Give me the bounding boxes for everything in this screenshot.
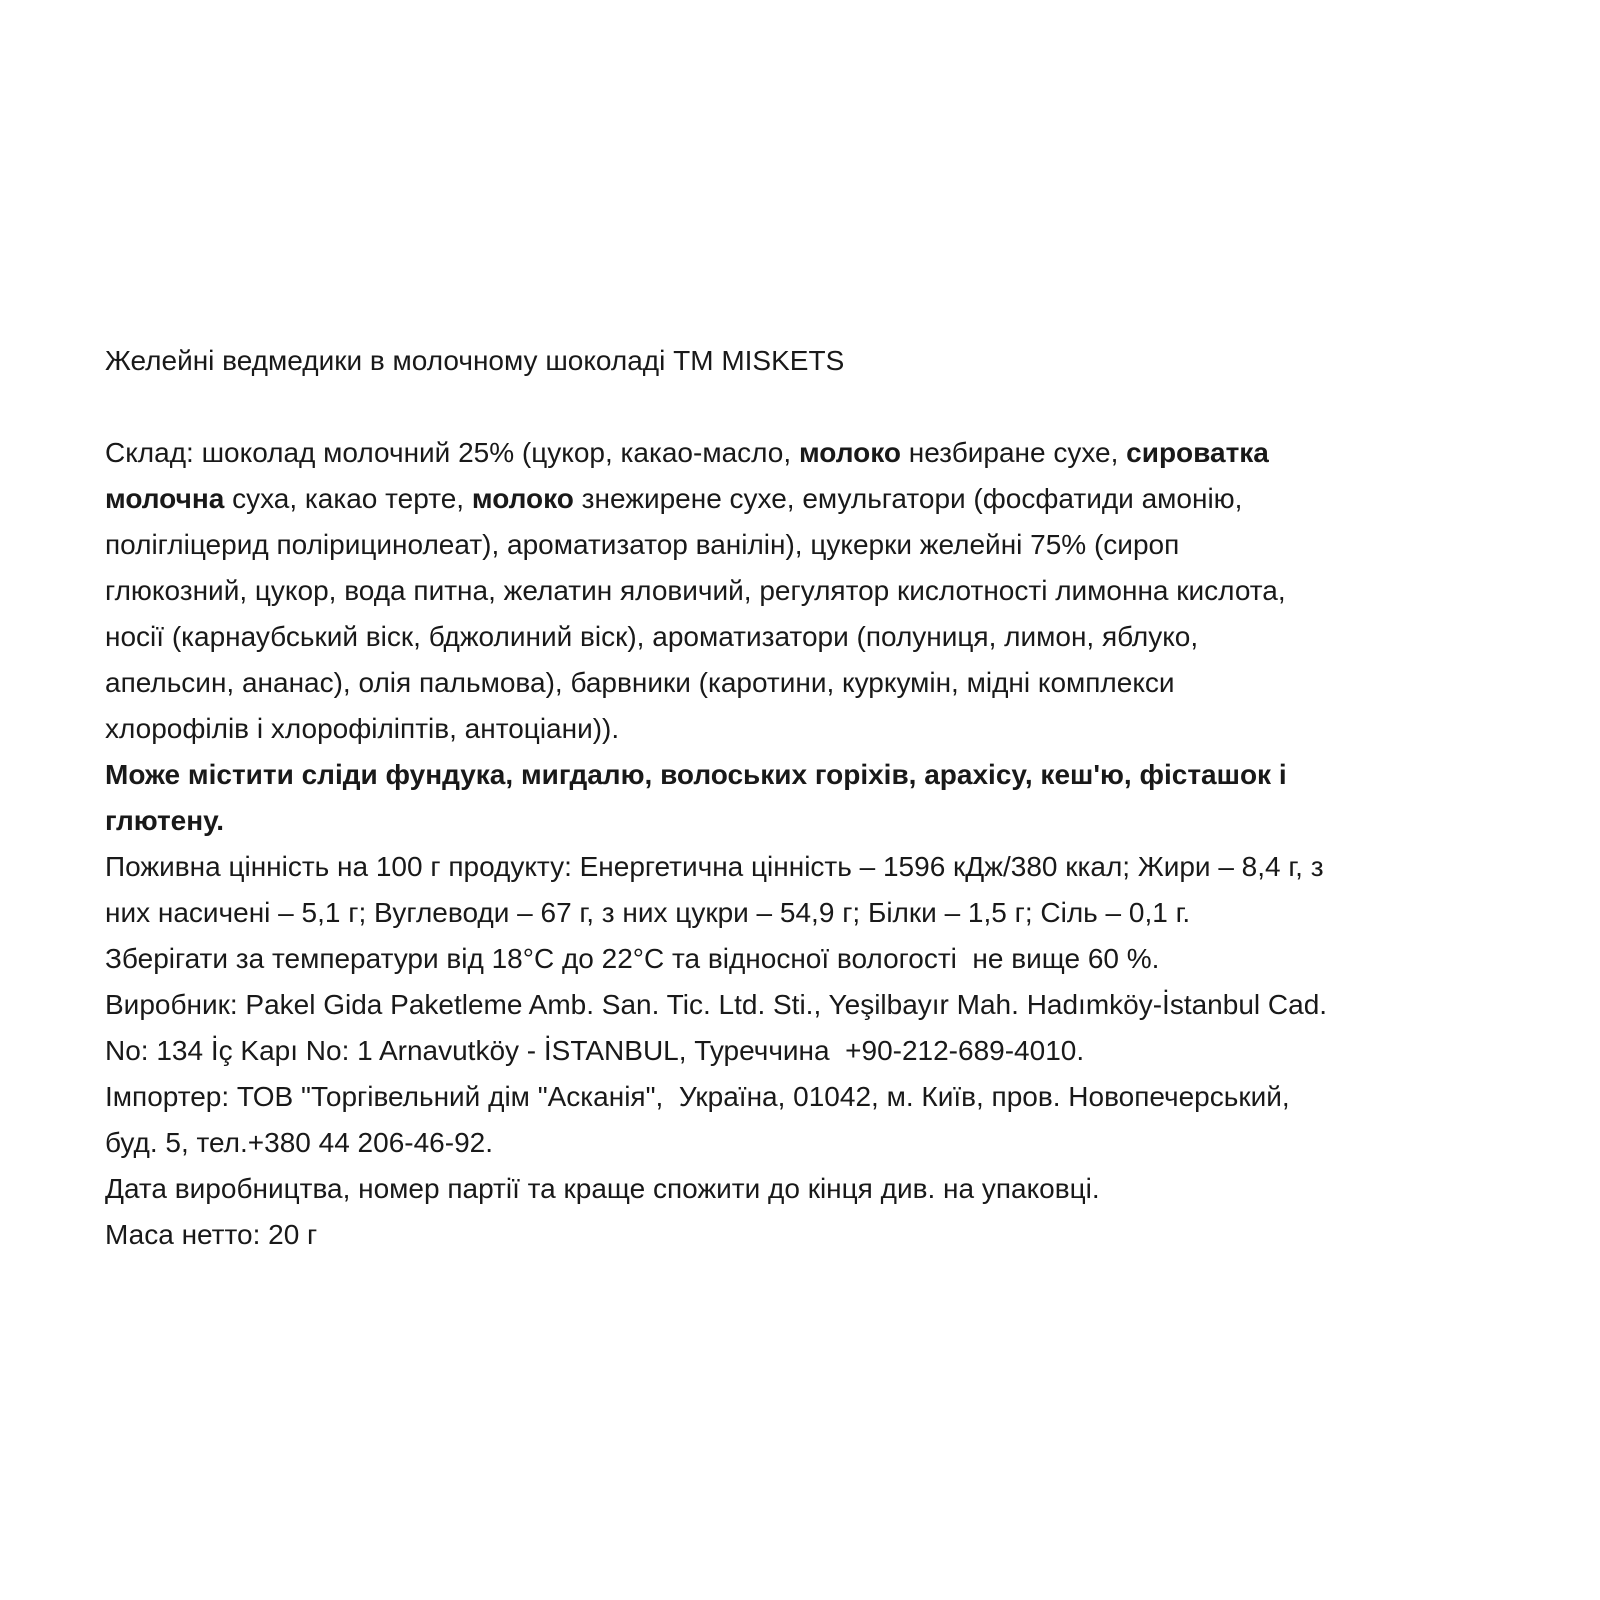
text-run: суха, какао терте, [224,483,472,514]
text-run: хлорофілів і хлорофіліптів, антоціани)). [105,713,620,744]
text-run: носії (карнаубський віск, бджолиний віск), ароматизатори (полуниця, лимон, яблуко, [105,621,1199,652]
text-run: Імпортер: ТОВ "Торгівельний дім "Асканія", Україна, 01042, м. Київ, пров. Новопечерський, [105,1081,1290,1112]
text-run: No: 134 İç Kapı No: 1 Arnavutköy - İSTANBUL, Туреччина +90-212-689-4010. [105,1035,1085,1066]
text-line [105,890,1525,936]
text-line [105,1074,1525,1120]
text-line [105,798,1525,844]
document-body [105,430,1525,1258]
text-line [105,430,1525,476]
bold-text-run: Може містити сліди фундука, мигдалю, волоських горіхів, арахісу, кеш'ю, фісташок і [105,759,1287,790]
text-run: Дата виробництва, номер партії та краще спожити до кінця див. на упаковці. [105,1173,1100,1204]
text-line [105,568,1525,614]
bold-text-run: молочна [105,483,225,514]
text-run: знежирене сухе, емульгатори (фосфатиди амонію, [573,483,1243,514]
text-run: Склад: шоколад молочний 25% (цукор, какао-масло, [105,437,799,468]
text-line [105,752,1525,798]
text-line [105,844,1525,890]
text-line [105,1212,1525,1258]
text-run: Виробник: Pakel Gida Paketleme Amb. San. Tic. Ltd. Sti., Yeşilbayır Mah. Hadımköy-İstanbul Cad. [105,989,1328,1020]
bold-text-run: молоко [471,483,574,514]
text-run: Зберігати за температури від 18°С до 22°С та відносної вологості не вище 60 %. [105,943,1160,974]
bold-text-run: глютену. [105,805,225,836]
text-run: буд. 5, тел.+380 44 206-46-92. [105,1127,493,1158]
text-line [105,936,1525,982]
product-title: Желейні ведмедики в молочному шоколаді ТМ MISKETS [105,345,845,376]
text-line [105,1166,1525,1212]
text-line [105,982,1525,1028]
text-line [105,1028,1525,1074]
text-run: полігліцерид полірицинолеат), ароматизатор ванілін), цукерки желейні 75% (сироп [105,529,1180,560]
text-run: Поживна цінність на 100 г продукту: Енергетична цінність – 1596 кДж/380 ккал; Жири – 8,4 г, з [105,851,1324,882]
text-line [105,1120,1525,1166]
text-line [105,706,1525,752]
text-line [105,614,1525,660]
text-run: незбиране сухе, [900,437,1127,468]
text-run: Маса нетто: 20 г [105,1219,318,1250]
bold-text-run: молоко [798,437,901,468]
bold-text-run: сироватка [1126,437,1269,468]
document-page [105,338,1525,1258]
text-run: апельсин, ананас), олія пальмова), барвники (каротини, куркумін, мідні комплекси [105,667,1175,698]
text-run: них насичені – 5,1 г; Вуглеводи – 67 г, з них цукри – 54,9 г; Білки – 1,5 г; Сіль – 0,1 г. [105,897,1191,928]
text-line [105,660,1525,706]
text-line [105,522,1525,568]
text-line [105,476,1525,522]
text-run: глюкозний, цукор, вода питна, желатин яловичий, регулятор кислотності лимонна кислота, [105,575,1286,606]
